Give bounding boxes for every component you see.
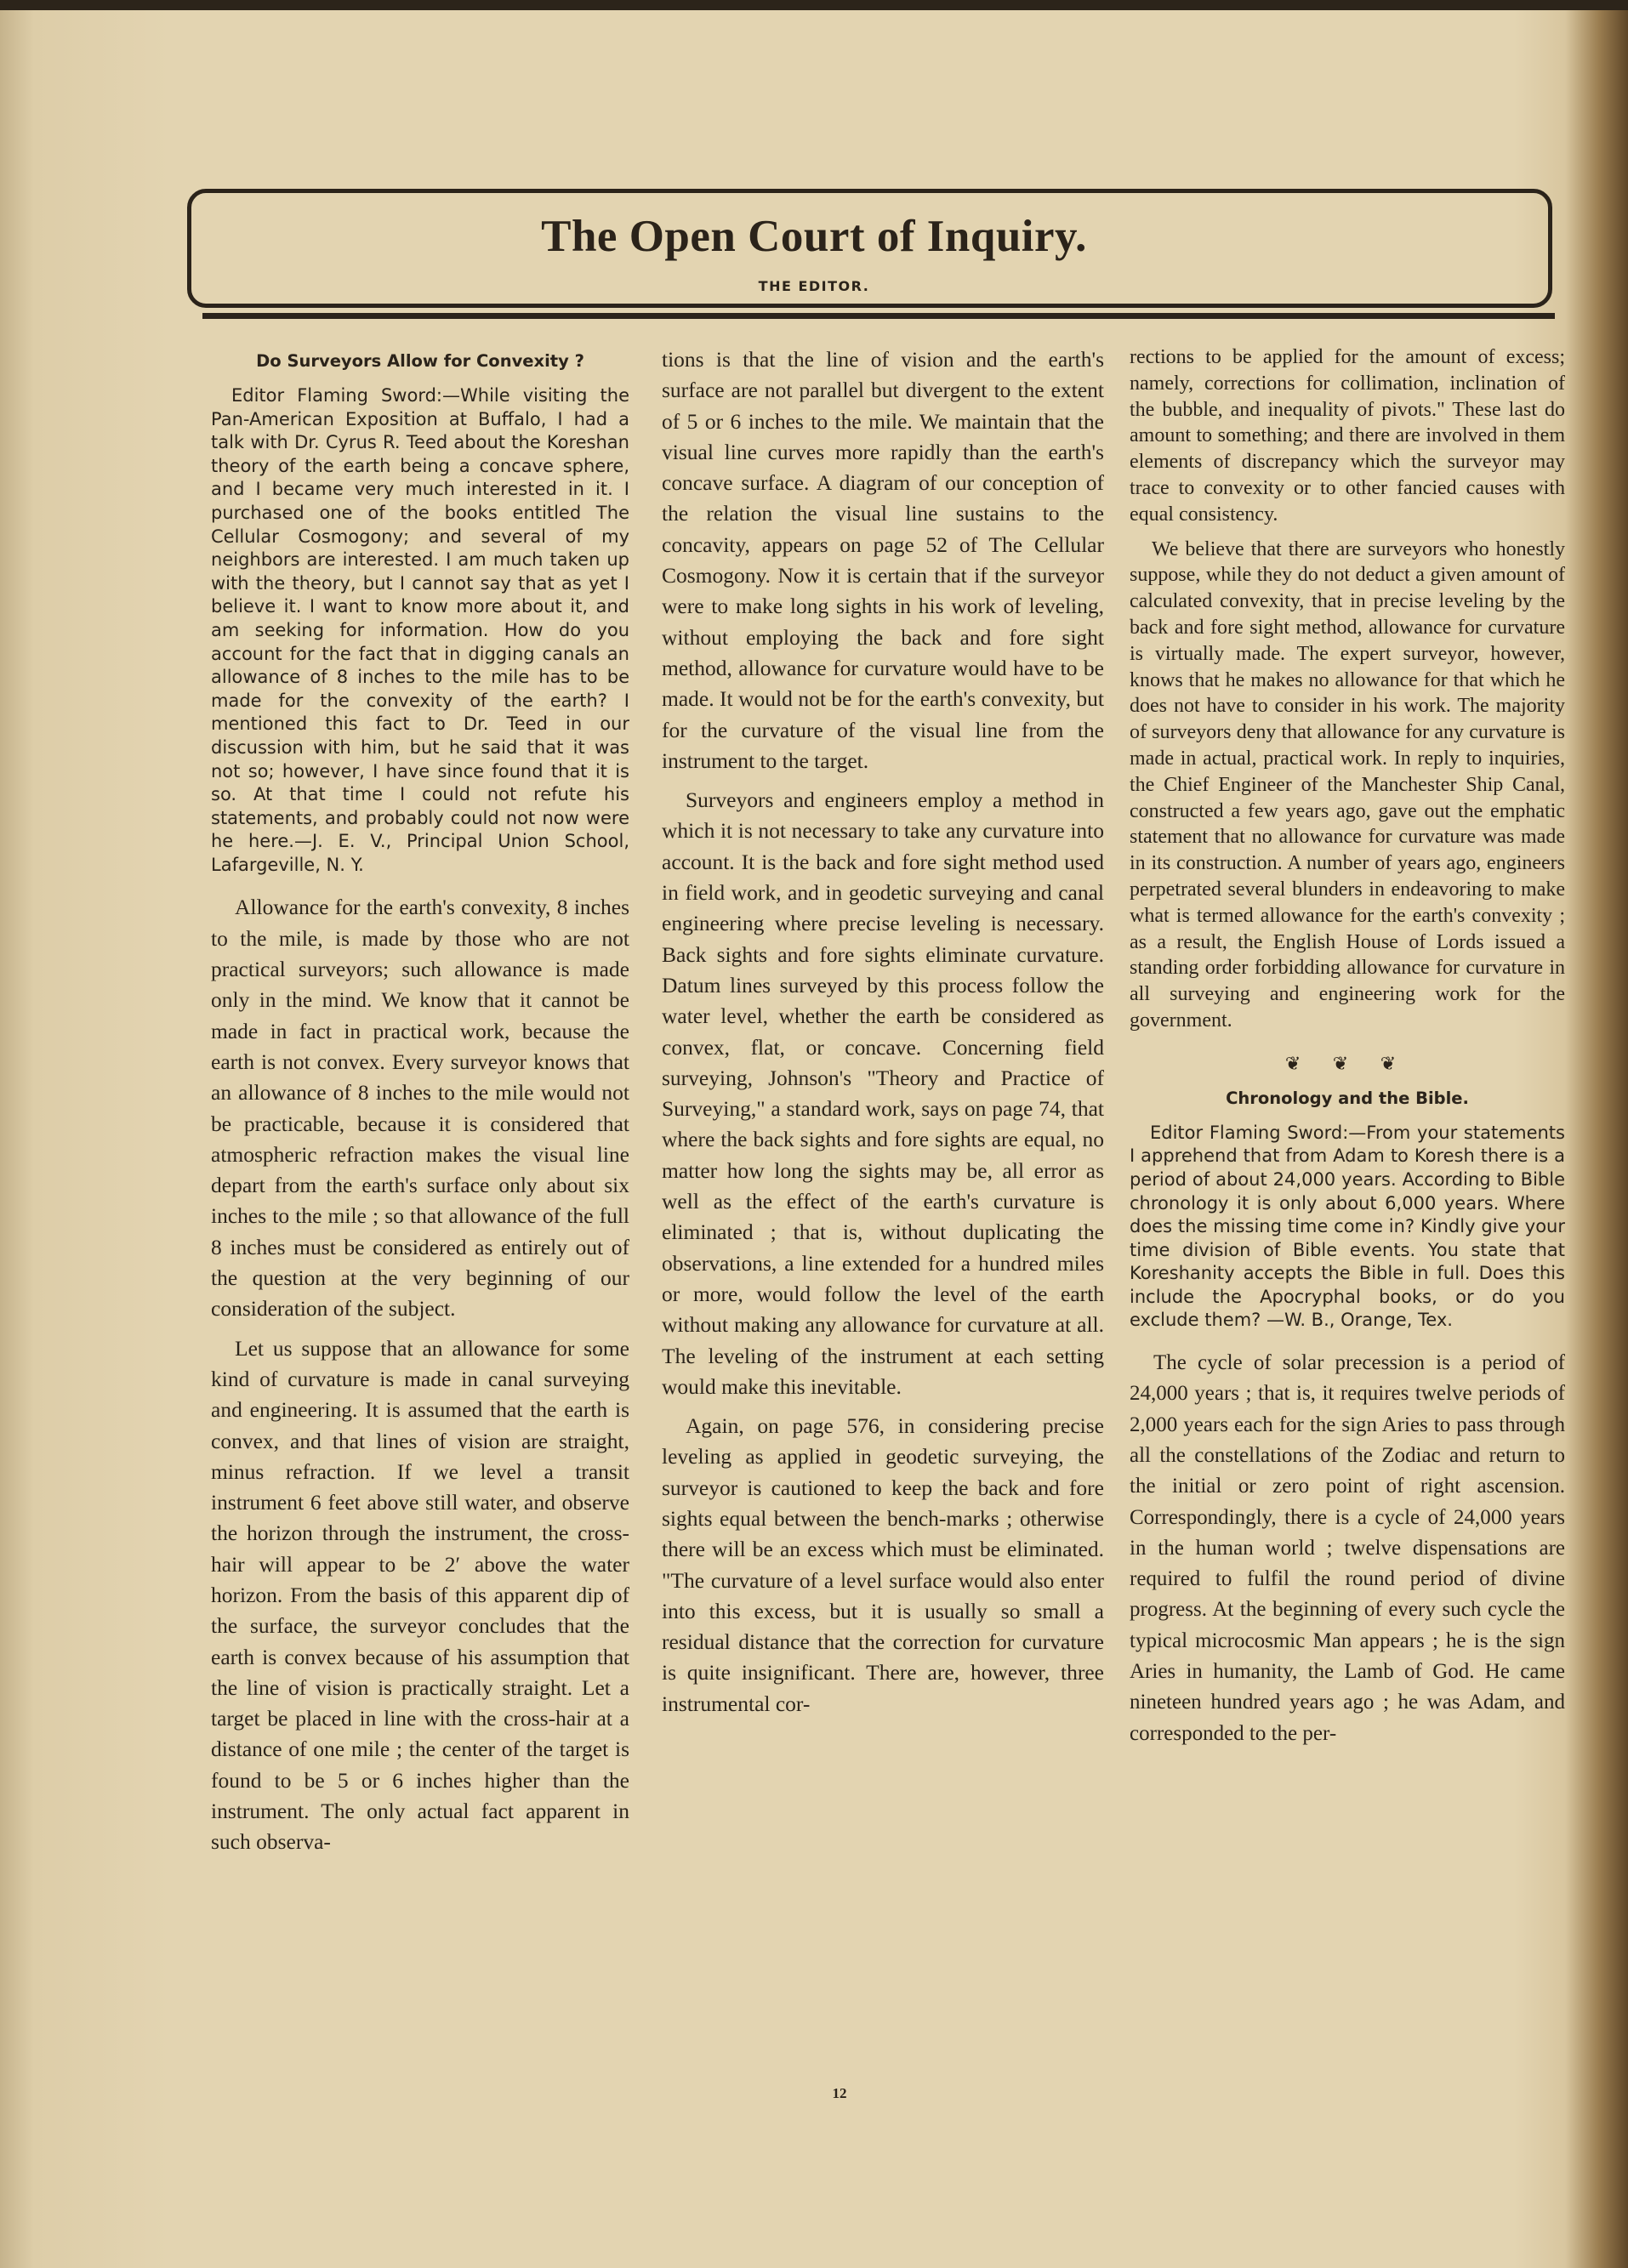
top-edge bbox=[0, 0, 1628, 10]
section-divider-ornament: ❦ ❦ ❦ bbox=[1284, 1052, 1410, 1074]
reply-paragraph-4: Surveyors and engineers employ a method in which it is not necessary to take any curvature into account. It is the back and fore sight method used in field work, and in geodetic surveying and canal engineering where precise leveling is necessary. Back sights and fore sights eliminate curvature. Datum lines surveyed by this process follow the water level, whether the earth be considered as convex, flat, or concave. Concerning field surveying, Johnson's "Theory and Practice of Surveying," a standard work, says on page 74, that where the back sights and fore sights are equal, no matter how long the sights may be, all error as well as the effect of the earth's curvature is eliminated ; that is, without duplicating the observations, a line extended for a hundred miles or more, would follow the level of the earth without making any allowance for curvature at all. The leveling of the instrument at each setting would make this inevitable. bbox=[662, 787, 1104, 1399]
column-3 bbox=[1130, 344, 1565, 1749]
column-1 bbox=[211, 344, 629, 1858]
byline: THE EDITOR. bbox=[758, 278, 870, 294]
chronology-reply-paragraph-1: The cycle of solar precession is a period of 24,000 years ; that is, it requires twelve periods of 2,000 years each for the sign Aries to pass through all the constellations of the Zodiac and return to the initial or zero point of right ascension. Correspondingly, there is a cycle of 24,000 years in the human world ; twelve dispensations are required to fulfil the round period of divine progress. At the beginning of every such cycle the typical microcosmic Man appears ; he is the sign Aries in humanity, the Lamb of God. He came nineteen hundred years ago ; he was Adam, and corresponded to the per- bbox=[1130, 1351, 1565, 1745]
reader-letter-chronology: Editor Flaming Sword:—From your statements I apprehend that from Adam to Koresh there is a period of about 24,000 years. According to Bible chronology it is only about 6,000 years. Where does the missing time come in? Kindly give your time division of Bible events. You state that Koreshanity accepts the Bible in full. Does this include the Apocryphal books, or do you exclude them? —W. B., Orange, Tex. bbox=[1130, 1122, 1565, 1331]
page-title: The Open Court of Inquiry. bbox=[541, 212, 1087, 261]
section-heading-chronology: Chronology and the Bible. bbox=[1226, 1088, 1469, 1108]
reply-paragraph-6: rections to be applied for the amount of excess; namely, corrections for collimation, inclination of the bubble, and inequality of pivots." These last do amount to something; and there are involved in them elements of discrepancy which the surveyor may trace to convexity or to other fancied causes with equal consistency. bbox=[1130, 346, 1565, 526]
reply-paragraph-3: tions is that the line of vision and the earth's surface are not parallel but divergent to the extent of 5 or 6 inches to the mile. We maintain that the visual line curves more rapidly than the earth's concave surface. A diagram of our conception of the relation the visual line sustains to the concavity, appears on page 52 of The Cellular Cosmogony. Now it is certain that if the surveyor were to make long sights in his work of leveling, without employing the back and fore sight method, allowance for curvature would have to be made. It would not be for the earth's convexity, but for the curvature of the visual line from the instrument to the target. bbox=[662, 347, 1104, 773]
page-number: 12 bbox=[832, 2085, 847, 2101]
title-underline bbox=[202, 313, 1555, 319]
reply-paragraph-7: We believe that there are surveyors who honestly suppose, while they do not deduct a given amount of calculated convexity, that in precise leveling by the back and fore sight method, allowance for curvature is virtually made. The expert surveyor, however, knows that he makes no allowance for that which he does not have to consider in his work. The majority of surveyors deny that allowance for any curvature is made in actual, practical work. In reply to inquiries, the Chief Engineer of the Manchester Ship Canal, constructed a few years ago, gave out the emphatic statement that no allowance for curvature was made in its construction. A number of years ago, engineers perpetrated several blunders in endeavoring to make what is termed allowance for the earth's convexity ; as a result, the English House of Lords issued a standing order forbidding allowance for curvature in all surveying and engineering work for the government. bbox=[1130, 537, 1565, 1032]
column-2 bbox=[662, 344, 1104, 1719]
reply-paragraph-5: Again, on page 576, in considering precise leveling as applied in geodetic surveying, the surveyor is cautioned to keep the back and fore sights equal between the bench-marks ; otherwise there will be an excess which must be eliminated. "The curvature of a level surface would also enter into this excess, but it is usually so small a residual distance that the correction for curvature is quite insignificant. There are, however, three instrumental cor- bbox=[662, 1413, 1104, 1716]
reply-paragraph-2: Let us suppose that an allowance for some kind of curvature is made in canal surveying and engineering. It is assumed that the earth is convex, and that lines of vision are straight, minus refraction. If we level a transit instrument 6 feet above still water, and observe the horizon through the instrument, the cross-hair will appear to be 2′ above the water horizon. From the basis of this apparent dip of the surface, the surveyor concludes that the earth is convex because of his assumption that the line of vision is practically straight. Let a target be placed in line with the cross-hair at a distance of one mile ; the center of the target is found to be 5 or 6 inches higher than the instrument. The only actual fact apparent in such observa- bbox=[211, 1335, 629, 1855]
reader-letter-surveyors: Editor Flaming Sword:—While visiting the Pan-American Exposition at Buffalo, I had a talk with Dr. Cyrus R. Teed about the Koreshan theory of the earth being a concave sphere, and I became very much interested in it. I purchased one of the books entitled The Cellular Cosmogony; and several of my neighbors are interested. I am much taken up with the theory, but I cannot say that as yet I believe it. I want to know more about it, and am seeking for information. How do you account for the fact that in digging canals an allowance of 8 inches to the mile has to be made for the convexity of the earth? I mentioned this fact to Dr. Teed in our discussion with him, but he said that it was not so; however, I have since found that it is so. At that time I could not refute his statements, and probably could not now were he here.—J. E. V., Principal Union School, Lafargeville, N. Y. bbox=[211, 385, 629, 875]
section-heading-surveyors: Do Surveyors Allow for Convexity ? bbox=[256, 351, 584, 371]
reply-paragraph-1: Allowance for the earth's convexity, 8 inches to the mile, is made by those who are not practical surveyors; such allowance is made only in the mind. We know that it cannot be made in fact in practical work, because the earth is not convex. Every surveyor knows that an allowance of 8 inches to the mile would not be practicable, because it is considered that atmospheric refraction makes the visual line depart from the earth's surface only about six inches to the mile ; so that allowance of the full 8 inches must be considered as entirely out of the question at the very beginning of our consideration of the subject. bbox=[211, 895, 629, 1322]
